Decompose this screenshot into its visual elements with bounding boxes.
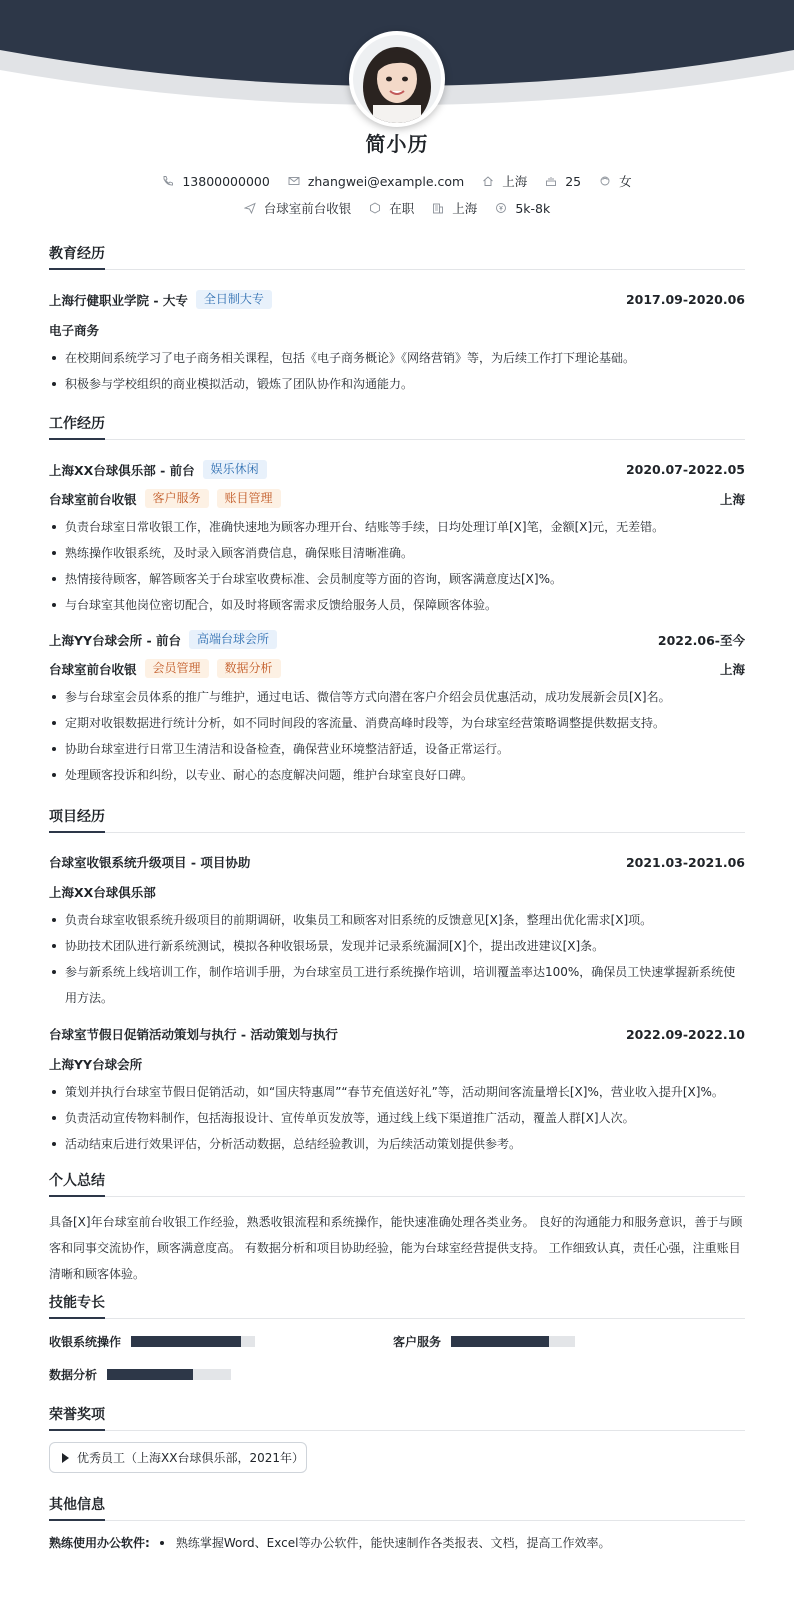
other-label: 熟练使用办公软件: <box>49 1536 150 1550</box>
summary-text: 具备[X]年台球室前台收银工作经验，熟悉收银流程和系统操作，能快速准确处理各类业务。 良好的沟通能力和服务意识，善于与顾客和同事交流协作，顾客满意度高。 有数据分析和项目协助经验，能为台球室经营提供支持。 工作细致认真，责任心强，注重账目清晰和顾客体验。 <box>49 1215 743 1281</box>
gender-item: 女 <box>599 172 632 190</box>
summary-section <box>49 1170 745 1287</box>
candidate-name: 简小历 <box>365 132 429 156</box>
city-item: 上海 <box>482 172 527 190</box>
industry-tag: 娱乐休闲 <box>203 460 267 479</box>
list-item: 活动结束后进行效果评估，分析活动数据，总结经验教训，为后续活动策划提供参考。 <box>49 1131 745 1157</box>
job-date: 2020.07-2022.05 <box>625 462 745 477</box>
list-item: 负责台球室日常收银工作，准确快速地为顾客办理开台、结账等手续，日均处理订单[X]笔，金额[X]元，无差错。 <box>49 514 745 540</box>
list-item: 参与新系统上线培训工作，制作培训手册，为台球室员工进行系统操作培训，培训覆盖率达100%，确保员工快速掌握新系统使用方法。 <box>49 959 745 1011</box>
list-item: 与台球室其他岗位密切配合，如及时将顾客需求反馈给服务人员，保障顾客体验。 <box>49 592 745 618</box>
status-item: 在职 <box>369 199 414 217</box>
phone-icon <box>162 175 174 187</box>
major: 电子商务 <box>49 323 100 338</box>
project-date: 2022.09-2022.10 <box>625 1026 745 1042</box>
job-date: 2022.06-至今 <box>657 632 745 648</box>
section-title: 其他信息 <box>49 1494 745 1521</box>
other-info-row <box>49 1534 610 1551</box>
list-item: 热情接待顾客，解答顾客关于台球室收费标准、会员制度等方面的咨询，顾客满意度达[X]%。 <box>49 566 745 592</box>
section-title: 个人总结 <box>49 1170 745 1197</box>
list-item: 积极参与学校组织的商业模拟活动，锻炼了团队协作和沟通能力。 <box>49 371 745 397</box>
company-name: 上海YY台球会所 - 前台 <box>49 632 181 648</box>
list-item: 在校期间系统学习了电子商务相关课程，包括《电子商务概论》《网络营销》等，为后续工作打下理论基础。 <box>49 345 745 371</box>
skill-bar <box>451 1336 575 1347</box>
expand-triangle-icon <box>62 1453 69 1463</box>
project-head <box>49 853 745 871</box>
job-role-row <box>49 489 745 508</box>
list-item: 策划并执行台球室节假日促销活动，如“国庆特惠周”“春节充值送好礼”等，活动期间客流量增长[X]%，营业收入提升[X]%。 <box>49 1079 745 1105</box>
status-icon <box>369 202 381 214</box>
phone-item: 13800000000 <box>162 174 269 189</box>
job-head <box>49 630 745 649</box>
skills-section <box>49 1292 745 1319</box>
award-item[interactable]: 优秀员工（上海XX台球俱乐部，2021年） <box>49 1442 307 1473</box>
industry-tag: 高端台球会所 <box>189 630 277 649</box>
job-city: 上海 <box>719 661 745 677</box>
school-name: 上海行健职业学院 - 大专 <box>49 292 188 308</box>
skill-tag: 数据分析 <box>217 659 281 678</box>
company-name: 上海XX台球俱乐部 - 前台 <box>49 462 195 478</box>
section-title: 技能专长 <box>49 1292 745 1319</box>
job-city: 上海 <box>719 491 745 507</box>
education-bullets <box>49 345 745 397</box>
money-icon <box>495 202 507 214</box>
skill-name: 数据分析 <box>49 1368 98 1382</box>
job-bullets <box>49 514 745 618</box>
job-bullets <box>49 684 745 788</box>
send-icon <box>244 202 256 214</box>
job-role: 台球室前台收银 <box>49 661 137 677</box>
education-entry-head <box>49 290 745 309</box>
job-head <box>49 460 745 479</box>
section-title: 项目经历 <box>49 806 745 833</box>
list-item: 熟练操作收银系统，及时录入顾客消费信息，确保账目清晰准确。 <box>49 540 745 566</box>
skill-name: 收银系统操作 <box>49 1335 122 1349</box>
mail-icon <box>288 175 300 187</box>
project-org: 上海YY台球会所 <box>49 1057 143 1072</box>
awards-section <box>49 1404 745 1431</box>
contact-row <box>0 172 794 190</box>
section-title: 荣誉奖项 <box>49 1404 745 1431</box>
building-icon <box>432 202 444 214</box>
skill-item <box>49 1333 255 1350</box>
list-item: 负责活动宣传物料制作，包括海报设计、宣传单页发放等，通过线上线下渠道推广活动，覆盖人群[X]人次。 <box>49 1105 745 1131</box>
job-role-row <box>49 659 745 678</box>
skill-tag: 会员管理 <box>145 659 209 678</box>
list-item: 协助技术团队进行新系统测试，模拟各种收银场景，发现并记录系统漏洞[X]个，提出改进建议[X]条。 <box>49 933 745 959</box>
cake-icon <box>545 175 557 187</box>
intent-row <box>0 199 794 217</box>
section-title: 教育经历 <box>49 243 745 270</box>
position-item: 台球室前台收银 <box>244 199 352 217</box>
skill-bar-fill <box>451 1336 549 1347</box>
list-item: 处理顾客投诉和纠纷，以专业、耐心的态度解决问题，维护台球室良好口碑。 <box>49 762 745 788</box>
job-role: 台球室前台收银 <box>49 491 137 507</box>
education-section <box>49 243 745 397</box>
skill-item <box>49 1366 231 1383</box>
education-date: 2017.09-2020.06 <box>625 292 745 307</box>
home-icon <box>482 175 494 187</box>
project-name: 台球室节假日促销活动策划与执行 - 活动策划与执行 <box>49 1027 338 1042</box>
project-head <box>49 1025 745 1043</box>
skill-tag: 客户服务 <box>145 489 209 508</box>
list-item: 负责台球室收银系统升级项目的前期调研，收集员工和顾客对旧系统的反馈意见[X]条，整理出优化需求[X]项。 <box>49 907 745 933</box>
skill-item <box>393 1333 575 1350</box>
skill-bar <box>107 1369 231 1380</box>
work-city-item: 上海 <box>432 199 477 217</box>
skill-bar-fill <box>131 1336 241 1347</box>
skill-tag: 账目管理 <box>217 489 281 508</box>
email-item: zhangwei@example.com <box>288 174 464 189</box>
skill-bar <box>131 1336 255 1347</box>
avatar <box>349 31 445 127</box>
section-title: 工作经历 <box>49 413 745 440</box>
age-item: 25 <box>545 174 581 189</box>
work-section <box>49 413 745 788</box>
skill-bar-fill <box>107 1369 193 1380</box>
projects-section <box>49 806 745 1157</box>
other-section <box>49 1494 745 1521</box>
list-item: 协助台球室进行日常卫生清洁和设备检查，确保营业环境整洁舒适，设备正常运行。 <box>49 736 745 762</box>
salary-item: 5k-8k <box>495 201 550 216</box>
project-bullets <box>49 1079 745 1157</box>
education-type-tag: 全日制大专 <box>196 290 272 309</box>
gender-icon <box>599 175 611 187</box>
project-bullets <box>49 907 745 1011</box>
skill-name: 客户服务 <box>393 1335 442 1349</box>
list-item: 参与台球室会员体系的推广与维护，通过电话、微信等方式向潜在客户介绍会员优惠活动，成功发展新会员[X]名。 <box>49 684 745 710</box>
project-name: 台球室收银系统升级项目 - 项目协助 <box>49 855 251 870</box>
other-text: 熟练掌握Word、Excel等办公软件，能快速制作各类报表、文档，提高工作效率。 <box>175 1536 611 1550</box>
list-item: 定期对收银数据进行统计分析，如不同时间段的客流量、消费高峰时段等，为台球室经营策略调整提供数据支持。 <box>49 710 745 736</box>
bullet-dot <box>160 1541 164 1545</box>
project-org: 上海XX台球俱乐部 <box>49 885 156 900</box>
project-date: 2021.03-2021.06 <box>625 854 745 870</box>
